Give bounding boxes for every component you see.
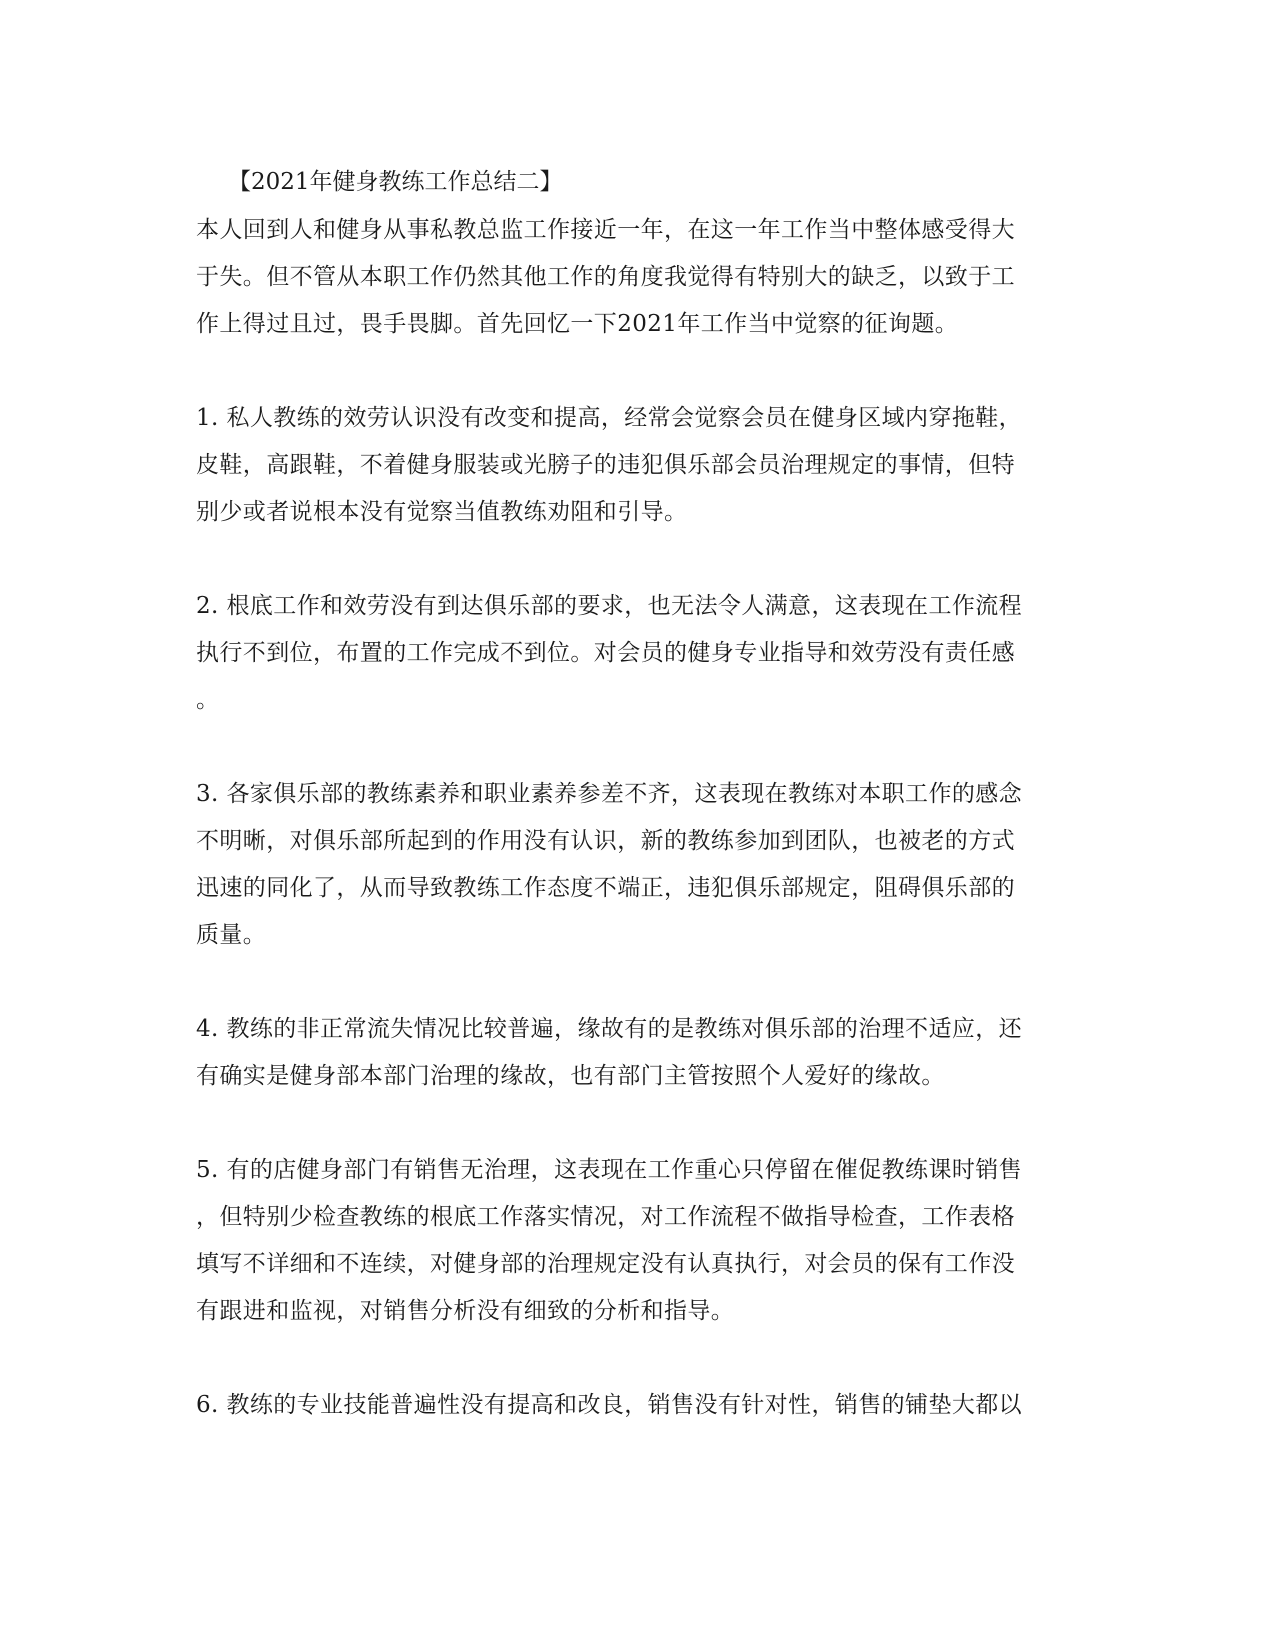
- list-item-line: 执行不到位，布置的工作完成不到位。对会员的健身专业指导和效劳没有责任感: [196, 640, 1015, 666]
- paragraph-line: 于失。但不管从本职工作仍然其他工作的角度我觉得有特别大的缺乏，以致于工: [196, 264, 1015, 290]
- list-item-line: 。: [196, 687, 220, 713]
- list-item-line: 4. 教练的非正常流失情况比较普遍，缘故有的是教练对俱乐部的治理不适应，还: [196, 1016, 1023, 1042]
- list-item-line: 有跟进和监视，对销售分析没有细致的分析和指导。: [196, 1298, 735, 1324]
- list-item-line: 5. 有的店健身部门有销售无治理，这表现在工作重心只停留在催促教练课时销售: [196, 1157, 1023, 1183]
- paragraph-line: 本人回到人和健身从事私教总监工作接近一年，在这一年工作当中整体感受得大: [196, 217, 1015, 243]
- document-title: 【2021年健身教练工作总结二】: [228, 169, 563, 195]
- list-item-line: ，但特别少检查教练的根底工作落实情况，对工作流程不做指导检查，工作表格: [196, 1204, 1015, 1230]
- paragraph-line: 作上得过且过，畏手畏脚。首先回忆一下2021年工作当中觉察的征询题。: [196, 311, 959, 337]
- list-item-line: 别少或者说根本没有觉察当值教练劝阻和引导。: [196, 499, 688, 525]
- list-item-line: 填写不详细和不连续，对健身部的治理规定没有认真执行，对会员的保有工作没: [196, 1251, 1015, 1277]
- list-item-line: 迅速的同化了，从而导致教练工作态度不端正，违犯俱乐部规定，阻碍俱乐部的: [196, 875, 1015, 901]
- list-item-line: 质量。: [196, 922, 267, 948]
- list-item-line: 1. 私人教练的效劳认识没有改变和提高，经常会觉察会员在健身区域内穿拖鞋，: [196, 405, 1023, 431]
- list-item-line: 有确实是健身部本部门治理的缘故，也有部门主管按照个人爱好的缘故。: [196, 1063, 945, 1089]
- list-item-line: 不明晰，对俱乐部所起到的作用没有认识，新的教练参加到团队，也被老的方式: [196, 828, 1015, 854]
- list-item-line: 6. 教练的专业技能普遍性没有提高和改良，销售没有针对性，销售的铺垫大都以: [196, 1392, 1023, 1418]
- list-item-line: 皮鞋，高跟鞋，不着健身服装或光膀子的违犯俱乐部会员治理规定的事情，但特: [196, 452, 1015, 478]
- list-item-line: 3. 各家俱乐部的教练素养和职业素养参差不齐，这表现在教练对本职工作的感念: [196, 781, 1023, 807]
- list-item-line: 2. 根底工作和效劳没有到达俱乐部的要求，也无法令人满意，这表现在工作流程: [196, 593, 1023, 619]
